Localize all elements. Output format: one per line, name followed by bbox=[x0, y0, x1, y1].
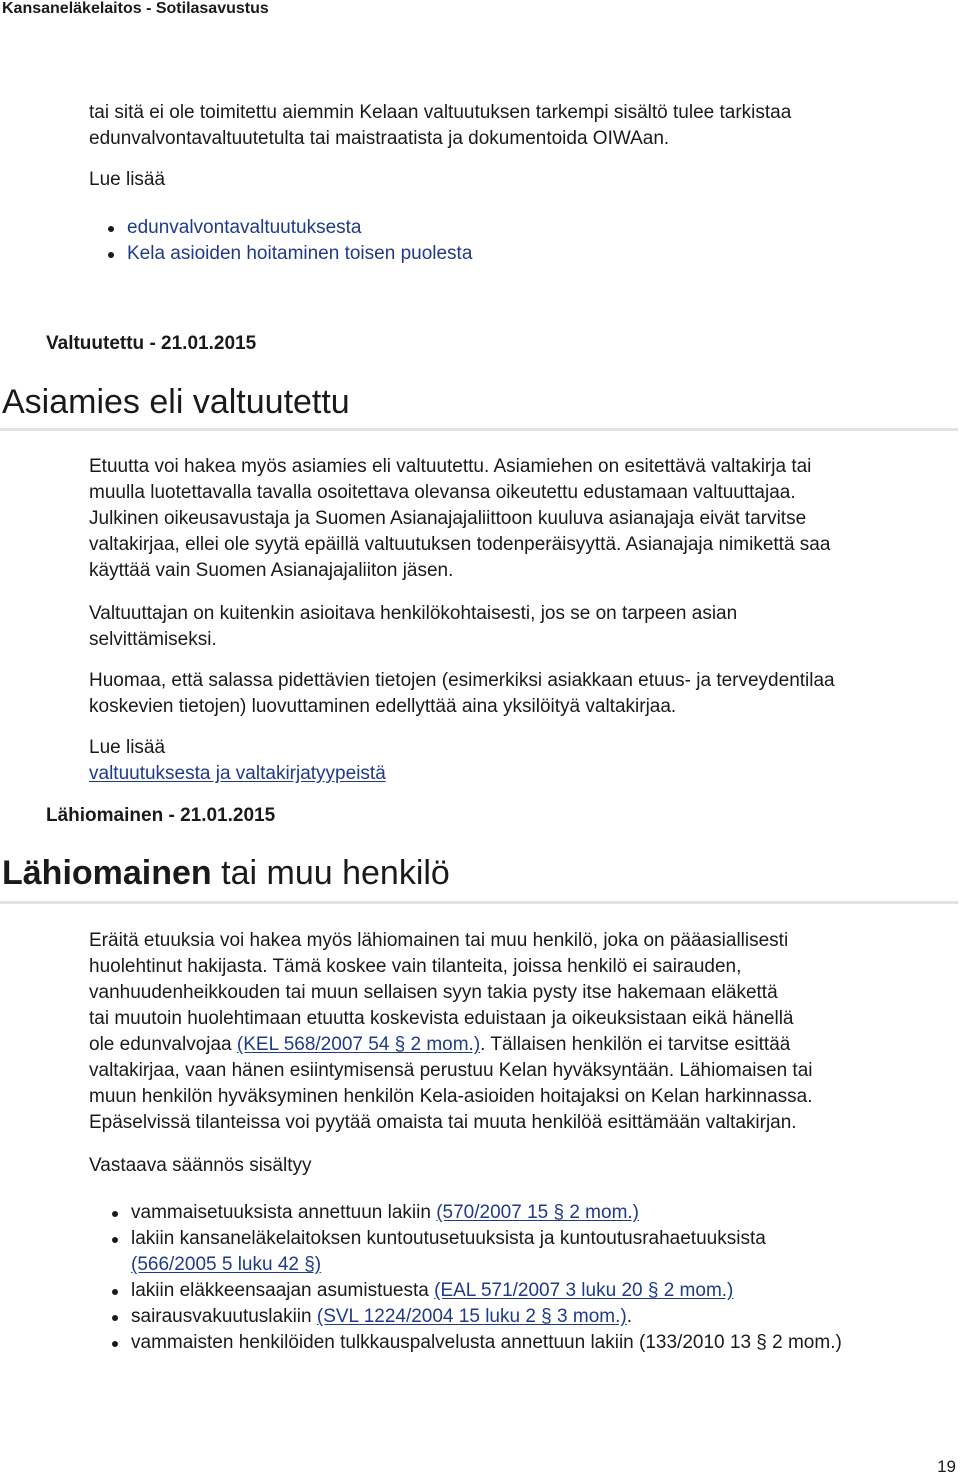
section-heading: Asiamies eli valtuutettu bbox=[2, 383, 350, 421]
text-line: Etuutta voi hakea myös asiamies eli valtuutettu. Asiamiehen on esitettävä valtakirja tai bbox=[89, 456, 812, 477]
section2-list bbox=[89, 1200, 949, 1356]
section-date-label: Lähiomainen - 21.01.2015 bbox=[46, 805, 276, 826]
text-line: käyttää vain Suomen Asianajajaliiton jäsen. bbox=[89, 560, 454, 581]
link-valtuutuksesta[interactable]: valtuutuksesta ja valtakirjatyypeistä bbox=[89, 763, 386, 784]
text-line bbox=[89, 1032, 949, 1058]
list-item-text: lakiin eläkkeensaajan asumistuesta bbox=[131, 1280, 435, 1301]
text-line: tai muutoin huolehtimaan etuutta koskevista eduistaan ja oikeuksistaan eikä hänellä bbox=[89, 1008, 794, 1029]
section2-paragraph-1 bbox=[89, 928, 949, 1136]
intro-paragraph bbox=[89, 100, 949, 152]
intro-read-more: Lue lisää bbox=[89, 169, 166, 190]
section-date-label: Valtuutettu - 21.01.2015 bbox=[46, 333, 257, 354]
section1-paragraph-2 bbox=[89, 601, 949, 653]
text-span: ole edunvalvojaa bbox=[89, 1034, 237, 1055]
list-item-text: sairausvakuutuslakiin bbox=[131, 1306, 317, 1327]
document-header-title: Kansaneläkelaitos - Sotilasavustus bbox=[2, 0, 269, 17]
list-item bbox=[89, 1200, 949, 1226]
link-566-2005[interactable]: (566/2005 5 luku 42 §) bbox=[131, 1254, 322, 1275]
list-item bbox=[89, 1304, 949, 1330]
bullet-dot bbox=[108, 226, 114, 232]
list-item bbox=[85, 215, 949, 241]
link-kel-568-2007[interactable]: (KEL 568/2007 54 § 2 mom.) bbox=[236, 1034, 481, 1055]
heading-rest-part: tai muu henkilö bbox=[211, 854, 450, 892]
intro-link-list bbox=[89, 215, 949, 267]
section1-paragraph-1 bbox=[89, 454, 949, 584]
text-line: koskevien tietojen) luovuttaminen edellyttää aina yksilöityä valtakirjaa. bbox=[89, 696, 677, 717]
section1-read-more bbox=[89, 735, 949, 787]
list-item bbox=[89, 1226, 949, 1278]
list-item-text: vammaisten henkilöiden tulkkauspalvelusta annettuun lakiin (133/2010 13 § 2 mom.) bbox=[131, 1332, 842, 1353]
text-line: vanhuudenheikkouden tai muun sellaisen syyn takia pysty itse hakemaan eläkettä bbox=[89, 982, 778, 1003]
link-eal-571-2007[interactable]: (EAL 571/2007 3 luku 20 § 2 mom.) bbox=[434, 1280, 734, 1301]
intro-line-2: edunvalvontavaltuutetulta tai maistraatista ja dokumentoida OIWAan. bbox=[89, 128, 670, 149]
page-number: 19 bbox=[937, 1457, 956, 1476]
heading-divider bbox=[0, 428, 958, 431]
list-item-suffix: . bbox=[626, 1306, 632, 1327]
text-line: muun henkilön hyväksyminen henkilön Kela-asioiden hoitajaksi on Kelan harkinnassa. bbox=[89, 1086, 813, 1107]
text-line: Julkinen oikeusavustaja ja Suomen Asianajajaliittoon kuuluva asianajaja eivät tarvitse bbox=[89, 508, 807, 529]
bullet-dot bbox=[112, 1341, 118, 1347]
text-line: valtakirjaa, vaan hänen esiintymisensä perustuu Kelan hyväksyntään. Lähiomaisen tai bbox=[89, 1060, 813, 1081]
bullet-dot bbox=[108, 252, 114, 258]
link-edunvalvontavaltuutuksesta[interactable]: edunvalvontavaltuutuksesta bbox=[127, 217, 362, 238]
section1-paragraph-3 bbox=[89, 668, 949, 720]
list-item bbox=[89, 1278, 949, 1304]
list-item bbox=[85, 241, 949, 267]
text-line: Huomaa, että salassa pidettävien tietojen (esimerkiksi asiakkaan etuus- ja terveydentilaa bbox=[89, 670, 835, 691]
list-item bbox=[89, 1330, 949, 1356]
link-svl-1224-2004[interactable]: (SVL 1224/2004 15 luku 2 § 3 mom.) bbox=[316, 1306, 627, 1327]
link-570-2007[interactable]: (570/2007 15 § 2 mom.) bbox=[436, 1202, 640, 1223]
bullet-dot bbox=[112, 1237, 118, 1243]
text-line: Eräitä etuuksia voi hakea myös lähiomainen tai muu henkilö, joka on pääasiallisesti bbox=[89, 930, 789, 951]
section-heading bbox=[2, 853, 450, 893]
section2-paragraph-2: Vastaava säännös sisältyy bbox=[89, 1155, 312, 1176]
text-line: Epäselvissä tilanteissa voi pyytää omaista tai muuta henkilöä esittämään valtakirjan. bbox=[89, 1112, 797, 1133]
list-item-text: lakiin kansaneläkelaitoksen kuntoutusetuuksista ja kuntoutusrahaetuuksista bbox=[131, 1228, 766, 1249]
link-kela-asioiden-hoitaminen[interactable]: Kela asioiden hoitaminen toisen puolesta bbox=[127, 243, 473, 264]
heading-bold-part: Lähiomainen bbox=[2, 854, 212, 892]
bullet-dot bbox=[112, 1315, 118, 1321]
bullet-dot bbox=[112, 1211, 118, 1217]
heading-divider bbox=[0, 901, 958, 904]
text-line: selvittämiseksi. bbox=[89, 629, 217, 650]
intro-line-1: tai sitä ei ole toimitettu aiemmin Kelaan valtuutuksen tarkempi sisältö tulee tarkistaa bbox=[89, 102, 792, 123]
text-line: valtakirjaa, ellei ole syytä epäillä valtuutuksen todenperäisyyttä. Asianajaja nimikettä saa bbox=[89, 534, 831, 555]
read-more-label: Lue lisää bbox=[89, 737, 166, 758]
text-line: muulla luotettavalla tavalla osoitettava olevansa oikeutettu edustamaan valtuuttajaa. bbox=[89, 482, 796, 503]
bullet-dot bbox=[112, 1289, 118, 1295]
text-span: . Tällaisen henkilön ei tarvitse esittää bbox=[480, 1034, 791, 1055]
text-line: huolehtinut hakijasta. Tämä koskee vain tilanteita, joissa henkilö ei sairauden, bbox=[89, 956, 742, 977]
list-item-text: vammaisetuuksista annettuun lakiin bbox=[131, 1202, 437, 1223]
text-line: Valtuuttajan on kuitenkin asioitava henkilökohtaisesti, jos se on tarpeen asian bbox=[89, 603, 738, 624]
